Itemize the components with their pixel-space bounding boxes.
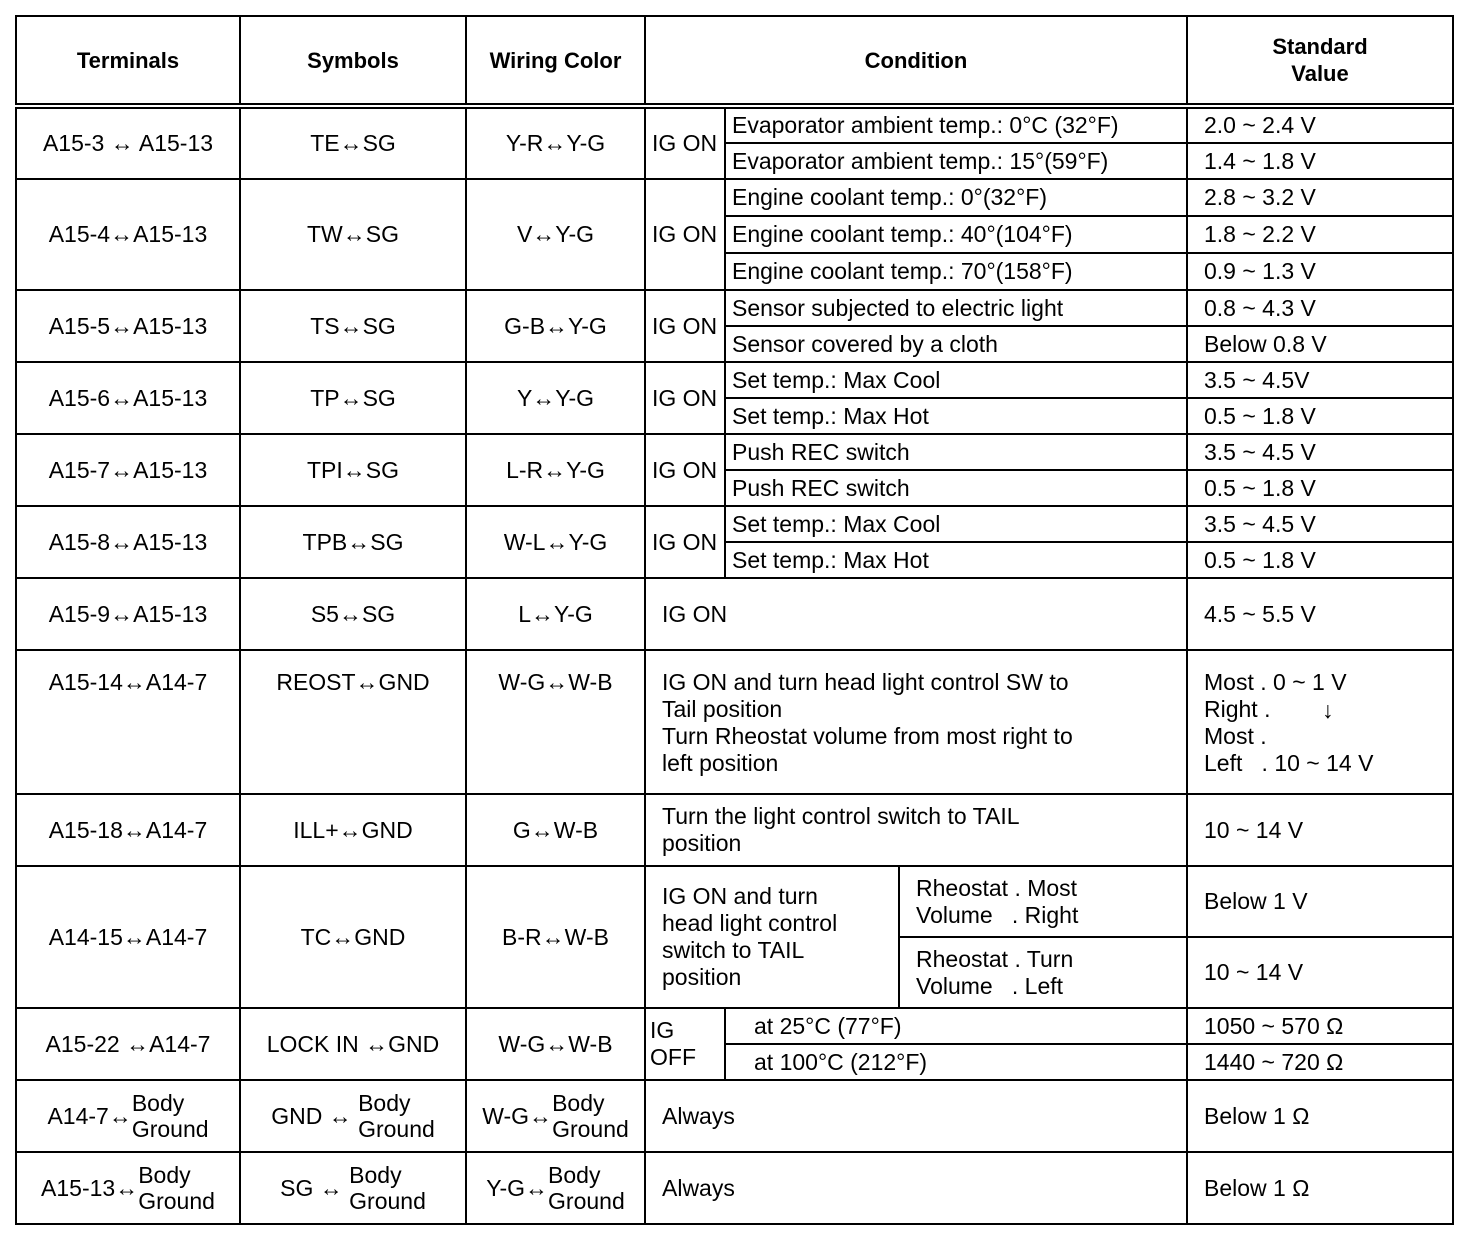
terminal-cell: A15-4↔A15-13	[16, 179, 240, 290]
body-ground-line: Body	[131, 1090, 185, 1116]
value-cell: Below 1 Ω	[1187, 1152, 1453, 1224]
wiring-cell: Y-R↔Y-G	[466, 106, 645, 179]
value-line: Right .	[1204, 696, 1271, 722]
wiring-cell: W-L↔Y-G	[466, 506, 645, 578]
condition-cell: Engine coolant temp.: 40°(104°F)	[725, 216, 1187, 253]
table-row	[16, 362, 1453, 398]
value-cell	[1187, 650, 1453, 794]
condition-line: Tail position	[662, 696, 783, 722]
subcondition-cell	[899, 937, 1187, 1008]
wiring-cell: V↔Y-G	[466, 179, 645, 290]
symbol-cell: TC↔GND	[240, 866, 466, 1008]
down-arrow-icon: ↓	[1322, 697, 1334, 723]
symbol-cell: LOCK IN ↔GND	[240, 1008, 466, 1080]
condition-line: Turn Rheostat volume from most right to	[662, 723, 1073, 749]
body-ground-label	[349, 1162, 426, 1214]
body-ground-line: Body	[349, 1162, 402, 1188]
terminal-cell: A15-7↔A15-13	[16, 434, 240, 506]
symbol-cell	[240, 1080, 466, 1152]
terminal-cell: A15-9↔A15-13	[16, 578, 240, 650]
ig-cell: IG ON	[645, 506, 725, 578]
symbol-cell: TPI↔SG	[240, 434, 466, 506]
condition-cell: at 25°C (77°F)	[725, 1008, 1187, 1044]
value-cell: 10 ~ 14 V	[1187, 937, 1453, 1008]
body-ground-line: Ground	[349, 1188, 426, 1214]
condition-cell: Set temp.: Max Cool	[725, 362, 1187, 398]
header-std-line1: Standard	[1272, 34, 1368, 59]
body-ground-line: Ground	[131, 1116, 209, 1142]
condition-line: position	[662, 964, 742, 990]
body-ground-line: Ground	[358, 1116, 435, 1142]
symbol-cell: TW↔SG	[240, 179, 466, 290]
terminal-cell: A15-22 ↔A14-7	[16, 1008, 240, 1080]
header-symbols: Symbols	[240, 16, 466, 106]
value-cell: 0.5 ~ 1.8 V	[1187, 470, 1453, 506]
symbol-prefix: SG ↔	[280, 1175, 343, 1201]
subcondition-line: Rheostat . Turn	[916, 945, 1074, 972]
condition-cell: Engine coolant temp.: 70°(158°F)	[725, 253, 1187, 290]
value-cell: 3.5 ~ 4.5 V	[1187, 434, 1453, 470]
symbol-cell: TPB↔SG	[240, 506, 466, 578]
value-cell: 4.5 ~ 5.5 V	[1187, 578, 1453, 650]
spec-table-wrapper	[15, 15, 1454, 1225]
terminal-cell: A15-5↔A15-13	[16, 290, 240, 362]
condition-line: switch to TAIL	[662, 937, 805, 963]
value-cell: Below 1 V	[1187, 866, 1453, 937]
condition-line: IG ON and turn	[662, 883, 818, 909]
table-row	[16, 1080, 1453, 1152]
condition-line: left position	[662, 750, 779, 776]
condition-cell: Sensor covered by a cloth	[725, 326, 1187, 362]
symbol-cell: S5↔SG	[240, 578, 466, 650]
value-cell: 1050 ~ 570 Ω	[1187, 1008, 1453, 1044]
value-cell: 0.5 ~ 1.8 V	[1187, 542, 1453, 578]
value-cell: 0.9 ~ 1.3 V	[1187, 253, 1453, 290]
value-cell: 3.5 ~ 4.5V	[1187, 362, 1453, 398]
header-standard-value	[1187, 16, 1453, 106]
value-line: Left . 10 ~ 14 V	[1204, 750, 1374, 776]
header-row	[16, 16, 1453, 106]
terminal-cell: A15-6↔A15-13	[16, 362, 240, 434]
condition-cell: Push REC switch	[725, 434, 1187, 470]
value-cell: 1.4 ~ 1.8 V	[1187, 143, 1453, 179]
table-row	[16, 866, 1453, 937]
table-row	[16, 1152, 1453, 1224]
body-ground-line: Body	[548, 1162, 601, 1188]
wiring-cell	[466, 1152, 645, 1224]
condition-cell: Engine coolant temp.: 0°(32°F)	[725, 179, 1187, 216]
subcondition-line: Rheostat . Most	[916, 874, 1078, 901]
ig-cell: IG ON	[645, 362, 725, 434]
ig-cell: IG OFF	[645, 1008, 725, 1080]
wiring-cell: L↔Y-G	[466, 578, 645, 650]
condition-line: position	[662, 830, 742, 856]
condition-line: IG ON and turn head light control SW to	[662, 669, 1069, 695]
table-row	[16, 290, 1453, 326]
wiring-prefix: Y-G↔	[486, 1175, 549, 1201]
terminal-prefix: A15-13↔	[41, 1175, 139, 1201]
wiring-cell	[466, 1080, 645, 1152]
value-line: Most . 0 ~ 1 V	[1204, 669, 1347, 695]
terminal-cell: A15-8↔A15-13	[16, 506, 240, 578]
condition-cell	[645, 794, 1187, 866]
subcondition-cell	[899, 866, 1187, 937]
body-ground-label	[132, 1090, 209, 1142]
symbol-cell: REOST↔GND	[240, 650, 466, 794]
terminal-cell	[16, 1152, 240, 1224]
body-ground-line: Body	[138, 1162, 191, 1188]
ig-cell: IG ON	[645, 179, 725, 290]
value-cell: 0.5 ~ 1.8 V	[1187, 398, 1453, 434]
subcondition-line: Volume . Left	[916, 972, 1064, 999]
body-ground-label	[548, 1162, 625, 1214]
body-ground-label	[138, 1162, 215, 1214]
value-cell: 2.8 ~ 3.2 V	[1187, 179, 1453, 216]
symbol-cell: TS↔SG	[240, 290, 466, 362]
body-ground-line: Ground	[138, 1188, 215, 1214]
terminal-cell: A14-15↔A14-7	[16, 866, 240, 1008]
condition-cell: Set temp.: Max Hot	[725, 398, 1187, 434]
ig-cell: IG ON	[645, 290, 725, 362]
terminal-cell: A15-18↔A14-7	[16, 794, 240, 866]
header-condition: Condition	[645, 16, 1187, 106]
condition-cell: IG ON	[645, 578, 1187, 650]
terminal-cell: A15-14↔A14-7	[16, 650, 240, 794]
condition-cell: Evaporator ambient temp.: 0°C (32°F)	[725, 106, 1187, 143]
condition-cell	[645, 866, 899, 1008]
ig-cell: IG ON	[645, 106, 725, 179]
table-row	[16, 650, 1453, 794]
condition-cell	[645, 650, 1187, 794]
symbol-cell: ILL+↔GND	[240, 794, 466, 866]
wiring-cell: G-B↔Y-G	[466, 290, 645, 362]
symbol-cell: TE↔SG	[240, 106, 466, 179]
table-row	[16, 106, 1453, 143]
symbol-prefix: GND ↔	[271, 1103, 352, 1129]
body-ground-line: Body	[552, 1090, 605, 1116]
terminal-cell: A15-3 ↔ A15-13	[16, 106, 240, 179]
body-ground-label	[358, 1090, 435, 1142]
terminal-spec-table	[15, 15, 1454, 1225]
condition-line: Turn the light control switch to TAIL	[662, 803, 1020, 829]
condition-cell: Sensor subjected to electric light	[725, 290, 1187, 326]
body-ground-line: Body	[358, 1090, 411, 1116]
value-cell: Below 1 Ω	[1187, 1080, 1453, 1152]
table-row	[16, 578, 1453, 650]
value-cell: Below 0.8 V	[1187, 326, 1453, 362]
body-ground-label	[552, 1090, 629, 1142]
value-cell: 1440 ~ 720 Ω	[1187, 1044, 1453, 1080]
header-std-line2: Value	[1291, 61, 1349, 86]
table-row	[16, 1008, 1453, 1044]
condition-cell: Push REC switch	[725, 470, 1187, 506]
value-cell: 0.8 ~ 4.3 V	[1187, 290, 1453, 326]
symbol-cell: TP↔SG	[240, 362, 466, 434]
condition-cell: Evaporator ambient temp.: 15°(59°F)	[725, 143, 1187, 179]
value-cell: 10 ~ 14 V	[1187, 794, 1453, 866]
table-row	[16, 179, 1453, 216]
table-row	[16, 506, 1453, 542]
condition-cell: Always	[645, 1152, 1187, 1224]
condition-cell: Set temp.: Max Hot	[725, 542, 1187, 578]
header-terminals: Terminals	[16, 16, 240, 106]
body-ground-line: Ground	[552, 1116, 629, 1142]
header-wiring-color: Wiring Color	[466, 16, 645, 106]
wiring-cell: G↔W-B	[466, 794, 645, 866]
value-cell: 2.0 ~ 2.4 V	[1187, 106, 1453, 143]
value-line: Most .	[1204, 723, 1267, 749]
condition-line: head light control	[662, 910, 838, 936]
subcondition-line: Volume . Right	[916, 901, 1079, 928]
wiring-cell: Y↔Y-G	[466, 362, 645, 434]
condition-cell: Always	[645, 1080, 1187, 1152]
symbol-cell	[240, 1152, 466, 1224]
wiring-cell: L-R↔Y-G	[466, 434, 645, 506]
ig-cell: IG ON	[645, 434, 725, 506]
wiring-prefix: W-G↔	[482, 1103, 553, 1129]
value-cell: 1.8 ~ 2.2 V	[1187, 216, 1453, 253]
terminal-cell	[16, 1080, 240, 1152]
wiring-cell: W-G↔W-B	[466, 650, 645, 794]
body-ground-line: Ground	[548, 1188, 625, 1214]
condition-cell: Set temp.: Max Cool	[725, 506, 1187, 542]
wiring-cell: W-G↔W-B	[466, 1008, 645, 1080]
terminal-prefix: A14-7↔	[47, 1103, 132, 1129]
table-row	[16, 434, 1453, 470]
table-row	[16, 794, 1453, 866]
value-cell: 3.5 ~ 4.5 V	[1187, 506, 1453, 542]
condition-cell: at 100°C (212°F)	[725, 1044, 1187, 1080]
wiring-cell: B-R↔W-B	[466, 866, 645, 1008]
